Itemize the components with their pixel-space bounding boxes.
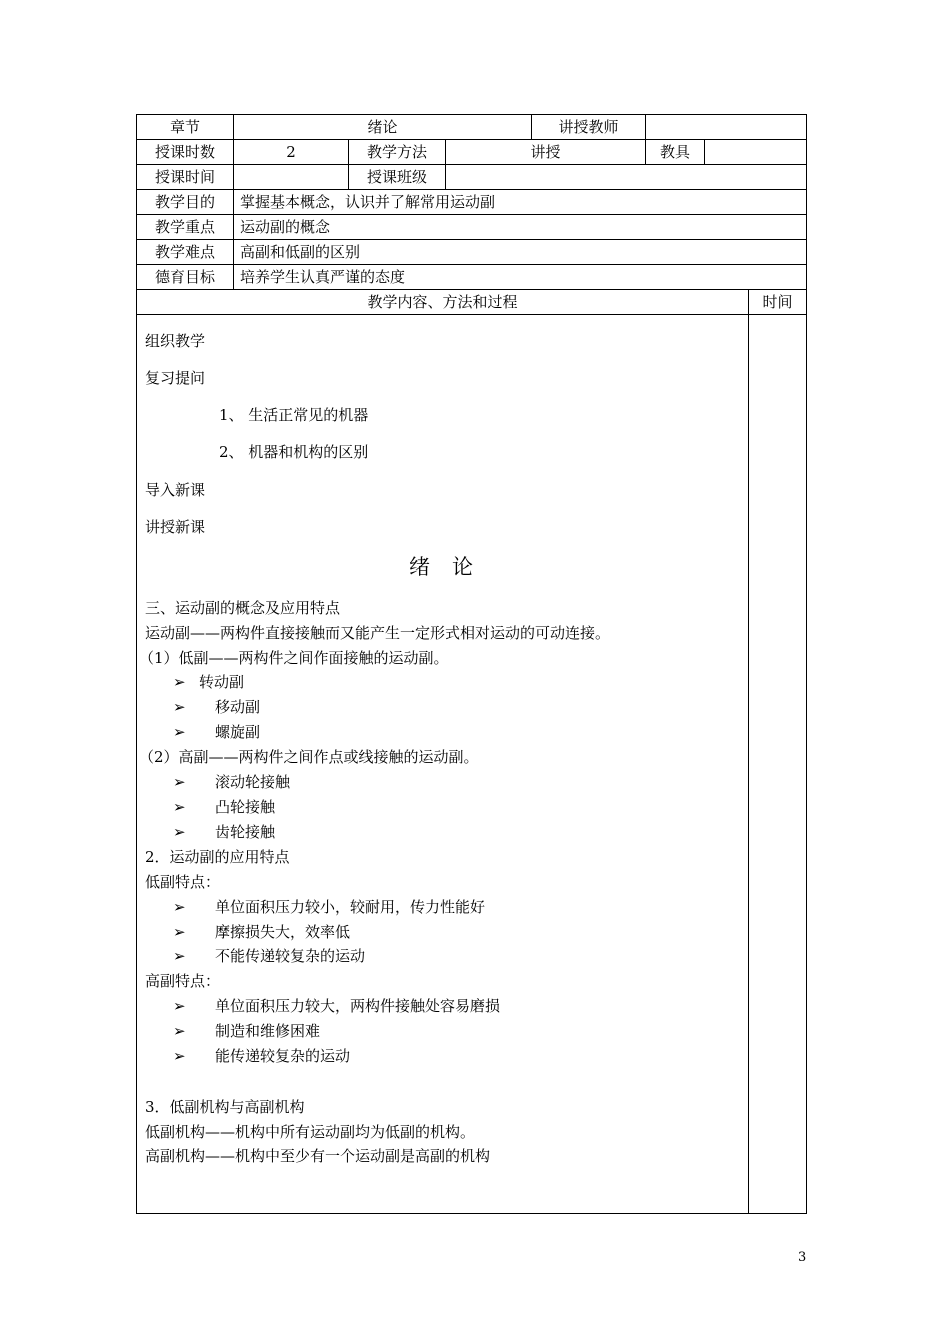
- moral-label: 德育目标: [137, 265, 234, 290]
- bullet-icon: ➢: [173, 947, 186, 965]
- review-question-1: 1、 生活正常见的机器: [219, 406, 369, 424]
- bullet-icon: ➢: [173, 1022, 186, 1040]
- time-column-cell: [749, 315, 807, 1214]
- teacher-value: [646, 115, 807, 140]
- bullet-icon: ➢: [173, 723, 186, 741]
- high-mechanism-text: 高副机构——机构中至少有一个运动副是高副的机构: [145, 1147, 491, 1165]
- chapter-label: 章节: [137, 115, 234, 140]
- goal-label: 教学目的: [137, 190, 234, 215]
- teach-text: 讲授新课: [145, 518, 206, 536]
- lesson-title: 绪论: [409, 555, 495, 579]
- time-value: [234, 165, 349, 190]
- review-question-2: 2、 机器和机构的区别: [219, 443, 369, 461]
- tools-label: 教具: [646, 140, 705, 165]
- chapter-value: 绪论: [234, 115, 532, 140]
- difficulty-label: 教学难点: [137, 240, 234, 265]
- teacher-label: 讲授教师: [532, 115, 646, 140]
- bullet-icon: ➢: [173, 698, 186, 716]
- goal-value: 掌握基本概念，认识并了解常用运动副: [234, 190, 807, 215]
- review-text: 复习提问: [145, 369, 206, 387]
- application-heading: 2．运动副的应用特点: [145, 848, 290, 866]
- low-pair-text: （1）低副——两构件之间作面接触的运动副。: [139, 649, 449, 667]
- list-item: ➢ 能传递较复杂的运动: [173, 1047, 351, 1065]
- list-item: ➢ 齿轮接触: [173, 823, 276, 841]
- class-value: [446, 165, 807, 190]
- low-features-heading: 低副特点：: [145, 873, 221, 891]
- high-features-heading: 高副特点：: [145, 972, 221, 990]
- period-label: 时间: [749, 290, 807, 315]
- content-cell: [137, 315, 749, 1214]
- bullet-icon: ➢: [173, 823, 186, 841]
- bullet-icon: ➢: [173, 1047, 186, 1065]
- list-item: ➢ 滚动轮接触: [173, 773, 291, 791]
- list-item: ➢ 制造和维修困难: [173, 1022, 321, 1040]
- key-label: 教学重点: [137, 215, 234, 240]
- list-item: ➢ 转动副: [173, 673, 245, 691]
- bullet-icon: ➢: [173, 898, 186, 916]
- high-pair-text: （2）高副——两构件之间作点或线接触的运动副。: [139, 748, 479, 766]
- tools-value: [705, 140, 807, 165]
- moral-value: 培养学生认真严谨的态度: [234, 265, 807, 290]
- lesson-plan-table: [136, 114, 807, 1214]
- organize-text: 组织教学: [145, 332, 206, 350]
- bullet-icon: ➢: [173, 997, 186, 1015]
- bullet-icon: ➢: [173, 773, 186, 791]
- difficulty-value: 高副和低副的区别: [234, 240, 807, 265]
- method-value: 讲授: [446, 140, 646, 165]
- process-label: 教学内容、方法和过程: [137, 290, 749, 315]
- key-value: 运动副的概念: [234, 215, 807, 240]
- list-item: ➢ 单位面积压力较小，较耐用，传力性能好: [173, 898, 486, 916]
- bullet-icon: ➢: [173, 798, 186, 816]
- list-item: ➢ 螺旋副: [173, 723, 261, 741]
- class-label: 授课班级: [349, 165, 446, 190]
- bullet-icon: ➢: [173, 673, 186, 691]
- list-item: ➢ 单位面积压力较大，两构件接触处容易磨损: [173, 997, 501, 1015]
- intro-text: 导入新课: [145, 481, 206, 499]
- list-item: ➢ 移动副: [173, 698, 261, 716]
- hours-value: 2: [234, 140, 349, 165]
- list-item: ➢ 不能传递较复杂的运动: [173, 947, 366, 965]
- section3-heading: 三、运动副的概念及应用特点: [145, 599, 341, 617]
- definition-text: 运动副——两构件直接接触而又能产生一定形式相对运动的可动连接。: [145, 624, 611, 642]
- mechanism-heading: 3．低副机构与高副机构: [145, 1098, 305, 1116]
- hours-label: 授课时数: [137, 140, 234, 165]
- low-mechanism-text: 低副机构——机构中所有运动副均为低副的机构。: [145, 1123, 476, 1141]
- list-item: ➢ 凸轮接触: [173, 798, 276, 816]
- bullet-icon: ➢: [173, 923, 186, 941]
- method-label: 教学方法: [349, 140, 446, 165]
- page-number: 3: [798, 1250, 807, 1265]
- time-label: 授课时间: [137, 165, 234, 190]
- list-item: ➢ 摩擦损失大，效率低: [173, 923, 351, 941]
